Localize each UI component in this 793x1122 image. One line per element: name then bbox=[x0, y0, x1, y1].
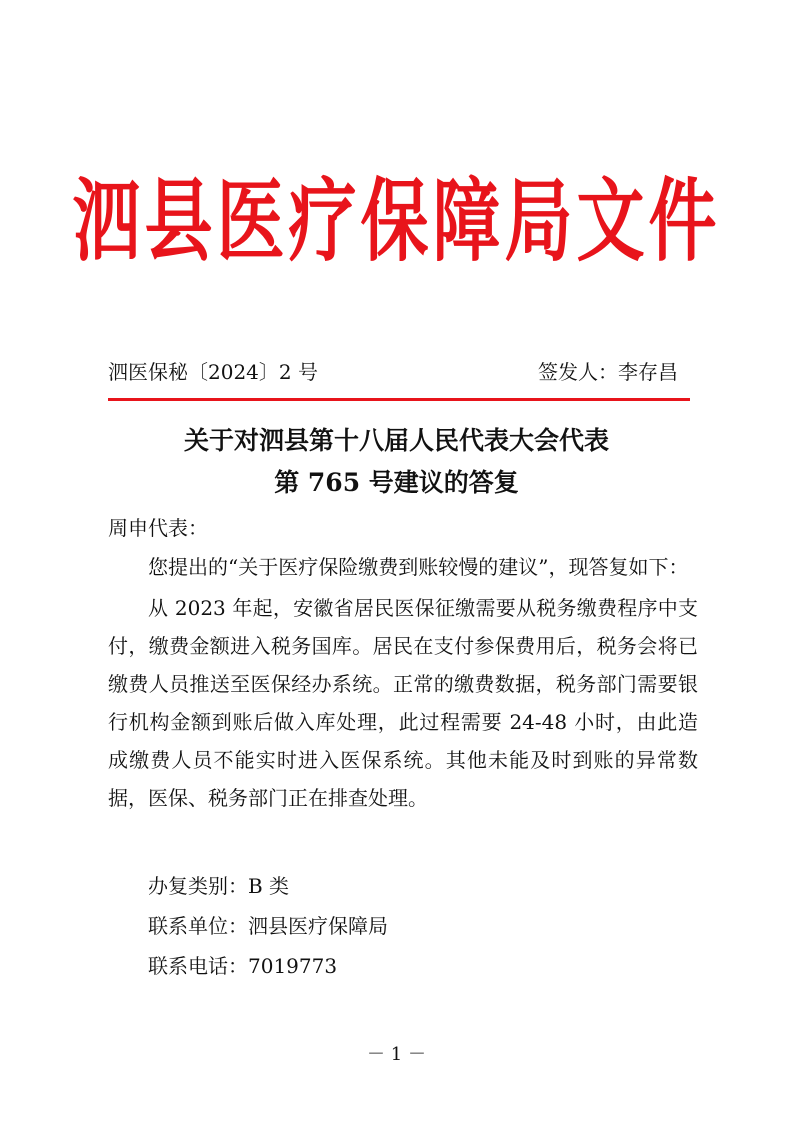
body-paragraph-2: 从 2023 年起，安徽省居民医保征缴需要从税务缴费程序中支付，缴费金额进入税务国库。居民在支付参保费用后，税务会将已缴费人员推送至医保经办系统。正常的缴费数据，税务部门需要银行机构金额到账后做入库处理，此过程需要 24-48 小时，由此造成缴费人员不能实时进入医保系统。其他未能及时到账的异常数据，医保、税务部门正在排查处理。 bbox=[108, 596, 698, 810]
document-title-line-2: 第 765 号建议的答复 bbox=[274, 468, 519, 497]
salutation: 周申代表： bbox=[108, 516, 208, 540]
contact-phone: 联系电话：7019773 bbox=[148, 954, 338, 978]
red-divider-line bbox=[108, 398, 690, 401]
page-number: － 1 － bbox=[367, 1044, 426, 1065]
body-paragraph-1: 您提出的“关于医疗保险缴费到账较慢的建议”，现答复如下： bbox=[148, 555, 689, 579]
document-title-line-1: 关于对泗县第十八届人民代表大会代表 bbox=[183, 426, 609, 455]
contact-unit: 联系单位：泗县医疗保障局 bbox=[148, 914, 388, 938]
document-number: 泗医保秘〔2024〕2 号 bbox=[108, 360, 318, 384]
reply-category: 办复类别：B 类 bbox=[148, 874, 290, 898]
signer: 签发人：李存昌 bbox=[538, 360, 678, 384]
agency-header-title: 泗县医疗保障局文件 bbox=[72, 170, 721, 275]
